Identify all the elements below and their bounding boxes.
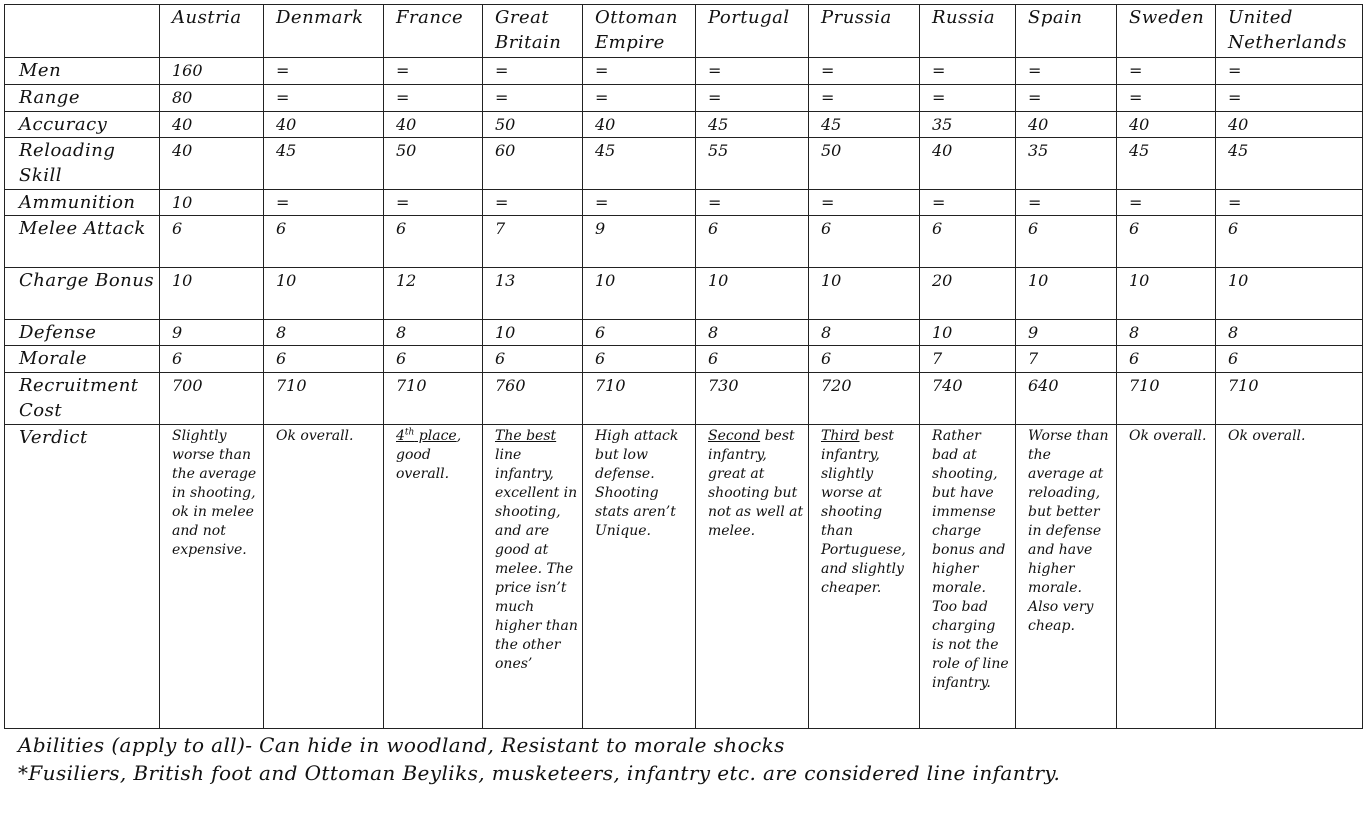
verdict-emphasis: The best: [495, 428, 557, 444]
row-label: Accuracy: [5, 112, 160, 138]
table-row: [5, 373, 1363, 425]
stat-cell: =: [920, 58, 1016, 85]
stat-cell: 7: [920, 346, 1016, 373]
column-header: Ottoman Empire: [583, 5, 696, 58]
stat-cell: 700: [160, 373, 264, 425]
verdict-text: Worse than the average at reloading, but better in defense and have higher morale. Also very cheap.: [1028, 428, 1109, 634]
stat-cell: 6: [809, 216, 920, 268]
verdict-emphasis: Third: [821, 428, 860, 444]
stat-cell: 6: [1117, 216, 1216, 268]
table-row: [5, 346, 1363, 373]
stat-cell: =: [1216, 85, 1363, 112]
verdict-cell: [1216, 425, 1363, 729]
stat-cell: 710: [583, 373, 696, 425]
verdict-text: Ok overall.: [276, 428, 354, 444]
table-row: [5, 216, 1363, 268]
stat-cell: 710: [384, 373, 483, 425]
stat-cell: 45: [264, 138, 384, 190]
table-row: [5, 58, 1363, 85]
stat-cell: 10: [696, 268, 809, 320]
stat-cell: 60: [483, 138, 583, 190]
stat-cell: =: [696, 85, 809, 112]
table-row: [5, 268, 1363, 320]
stat-cell: 8: [264, 320, 384, 346]
stat-cell: =: [483, 58, 583, 85]
stat-cell: 6: [264, 346, 384, 373]
stat-cell: 40: [1016, 112, 1117, 138]
stat-cell: =: [920, 190, 1016, 216]
stat-cell: 80: [160, 85, 264, 112]
stat-cell: 8: [696, 320, 809, 346]
stat-cell: =: [264, 58, 384, 85]
stat-cell: 710: [1117, 373, 1216, 425]
verdict-cell: [920, 425, 1016, 729]
verdict-text: best infantry, slightly worse at shooting than Portuguese, and slightly cheaper.: [821, 428, 906, 596]
stat-cell: =: [583, 85, 696, 112]
stat-cell: 8: [809, 320, 920, 346]
verdict-text: Ok overall.: [1228, 428, 1306, 444]
stat-cell: 6: [384, 216, 483, 268]
column-header: Great Britain: [483, 5, 583, 58]
stat-cell: 10: [583, 268, 696, 320]
stat-cell: 10: [1016, 268, 1117, 320]
stat-cell: =: [1016, 85, 1117, 112]
row-label: Recruitment Cost: [5, 373, 160, 425]
table-row: [5, 138, 1363, 190]
stat-cell: =: [483, 85, 583, 112]
header-corner-cell: [5, 5, 160, 58]
row-label: Ammunition: [5, 190, 160, 216]
stat-cell: 740: [920, 373, 1016, 425]
row-label: Range: [5, 85, 160, 112]
stat-cell: 6: [696, 216, 809, 268]
stat-cell: =: [583, 190, 696, 216]
stat-cell: =: [809, 85, 920, 112]
stat-cell: =: [920, 85, 1016, 112]
row-label: Charge Bonus: [5, 268, 160, 320]
row-label: Morale: [5, 346, 160, 373]
column-header: Austria: [160, 5, 264, 58]
stat-cell: 45: [1117, 138, 1216, 190]
stat-cell: =: [384, 85, 483, 112]
stat-cell: =: [483, 190, 583, 216]
verdict-text: , good overall.: [396, 428, 462, 482]
stat-cell: 710: [1216, 373, 1363, 425]
stat-cell: 10: [920, 320, 1016, 346]
verdict-cell: [696, 425, 809, 729]
stat-cell: 6: [809, 346, 920, 373]
stat-cell: =: [809, 58, 920, 85]
abilities-note: Abilities (apply to all)- Can hide in woodland, Resistant to morale shocks: [18, 733, 785, 757]
stat-cell: 6: [1216, 216, 1363, 268]
stat-cell: 6: [1117, 346, 1216, 373]
verdict-text: Ok overall.: [1129, 428, 1207, 444]
stat-cell: 45: [1216, 138, 1363, 190]
stat-cell: 6: [160, 216, 264, 268]
verdict-cell: [1016, 425, 1117, 729]
column-header: United Netherlands: [1216, 5, 1363, 58]
unit-stats-table: [4, 4, 1363, 729]
stat-cell: =: [809, 190, 920, 216]
stat-cell: 9: [160, 320, 264, 346]
stat-cell: =: [1117, 85, 1216, 112]
stat-cell: 40: [1117, 112, 1216, 138]
header-row: [5, 5, 1363, 58]
stat-cell: 40: [583, 112, 696, 138]
column-header: Denmark: [264, 5, 384, 58]
table-row: [5, 320, 1363, 346]
stat-cell: 35: [920, 112, 1016, 138]
column-header: France: [384, 5, 483, 58]
stat-cell: 50: [384, 138, 483, 190]
stat-cell: 35: [1016, 138, 1117, 190]
column-header: Spain: [1016, 5, 1117, 58]
stat-cell: =: [1016, 58, 1117, 85]
stat-cell: 40: [160, 138, 264, 190]
stat-cell: 40: [264, 112, 384, 138]
verdict-text: High attack but low defense. Shooting stats aren’t Unique.: [595, 428, 679, 539]
stat-cell: 10: [1216, 268, 1363, 320]
stat-cell: 10: [160, 268, 264, 320]
stat-cell: 720: [809, 373, 920, 425]
stat-cell: 40: [1216, 112, 1363, 138]
stat-cell: =: [1117, 190, 1216, 216]
stat-cell: 7: [1016, 346, 1117, 373]
stat-cell: 40: [160, 112, 264, 138]
row-label: Reloading Skill: [5, 138, 160, 190]
verdict-cell: [264, 425, 384, 729]
stat-cell: =: [264, 85, 384, 112]
stat-cell: 10: [264, 268, 384, 320]
stat-cell: 6: [696, 346, 809, 373]
column-header: Sweden: [1117, 5, 1216, 58]
stat-cell: =: [696, 58, 809, 85]
stat-cell: 50: [809, 138, 920, 190]
stat-cell: 55: [696, 138, 809, 190]
stat-cell: 6: [583, 346, 696, 373]
verdict-text: Slightly worse than the average in shooting, ok in melee and not expensive.: [172, 428, 257, 558]
stat-cell: 730: [696, 373, 809, 425]
stat-cell: 12: [384, 268, 483, 320]
stat-cell: 6: [1216, 346, 1363, 373]
stat-cell: 8: [1117, 320, 1216, 346]
stat-cell: =: [1216, 58, 1363, 85]
verdict-emphasis: Second: [708, 428, 761, 444]
stat-cell: =: [1016, 190, 1117, 216]
stat-cell: 6: [264, 216, 384, 268]
stat-cell: 640: [1016, 373, 1117, 425]
verdict-text: line infantry, excellent in shooting, and are good at melee. The price isn’t much higher than the other ones’: [495, 447, 578, 672]
stat-cell: =: [583, 58, 696, 85]
stat-cell: 6: [583, 320, 696, 346]
column-header: Portugal: [696, 5, 809, 58]
verdict-cell: [1117, 425, 1216, 729]
column-header: Prussia: [809, 5, 920, 58]
stat-cell: 10: [160, 190, 264, 216]
verdict-cell: [384, 425, 483, 729]
verdict-text: Rather bad at shooting, but have immense charge bonus and higher morale. Too bad charging is not the role of line infantry.: [932, 428, 1009, 691]
verdict-text: best infantry, great at shooting but not as well at melee.: [708, 428, 804, 539]
row-label: Men: [5, 58, 160, 85]
row-label: Verdict: [5, 425, 160, 729]
stat-cell: =: [384, 190, 483, 216]
stat-cell: 40: [920, 138, 1016, 190]
stat-cell: 8: [384, 320, 483, 346]
stat-cell: 9: [583, 216, 696, 268]
stat-cell: 20: [920, 268, 1016, 320]
stat-cell: =: [264, 190, 384, 216]
stat-cell: 160: [160, 58, 264, 85]
table-row: [5, 112, 1363, 138]
stat-cell: 6: [384, 346, 483, 373]
stat-cell: 6: [160, 346, 264, 373]
verdict-cell: [809, 425, 920, 729]
verdict-cell: [160, 425, 264, 729]
stat-cell: 50: [483, 112, 583, 138]
verdict-row: [5, 425, 1363, 729]
stat-cell: 13: [483, 268, 583, 320]
stat-cell: 760: [483, 373, 583, 425]
stat-cell: =: [1216, 190, 1363, 216]
stat-cell: 8: [1216, 320, 1363, 346]
stat-cell: 40: [384, 112, 483, 138]
stat-cell: 10: [1117, 268, 1216, 320]
stat-cell: 45: [809, 112, 920, 138]
verdict-cell: [583, 425, 696, 729]
row-label: Defense: [5, 320, 160, 346]
stat-cell: =: [1117, 58, 1216, 85]
line-infantry-footnote: *Fusiliers, British foot and Ottoman Beyliks, musketeers, infantry etc. are considered line infantry.: [18, 761, 1061, 785]
table-row: [5, 85, 1363, 112]
stat-cell: 10: [809, 268, 920, 320]
table-row: [5, 190, 1363, 216]
stat-cell: 6: [920, 216, 1016, 268]
row-label: Melee Attack: [5, 216, 160, 268]
stat-cell: 710: [264, 373, 384, 425]
verdict-emphasis: 4th place: [396, 427, 457, 444]
stat-cell: =: [384, 58, 483, 85]
stat-cell: 10: [483, 320, 583, 346]
stat-cell: 7: [483, 216, 583, 268]
column-header: Russia: [920, 5, 1016, 58]
stat-cell: =: [696, 190, 809, 216]
verdict-cell: [483, 425, 583, 729]
stat-cell: 45: [696, 112, 809, 138]
stat-cell: 6: [1016, 216, 1117, 268]
stat-cell: 45: [583, 138, 696, 190]
stat-cell: 9: [1016, 320, 1117, 346]
stat-cell: 6: [483, 346, 583, 373]
